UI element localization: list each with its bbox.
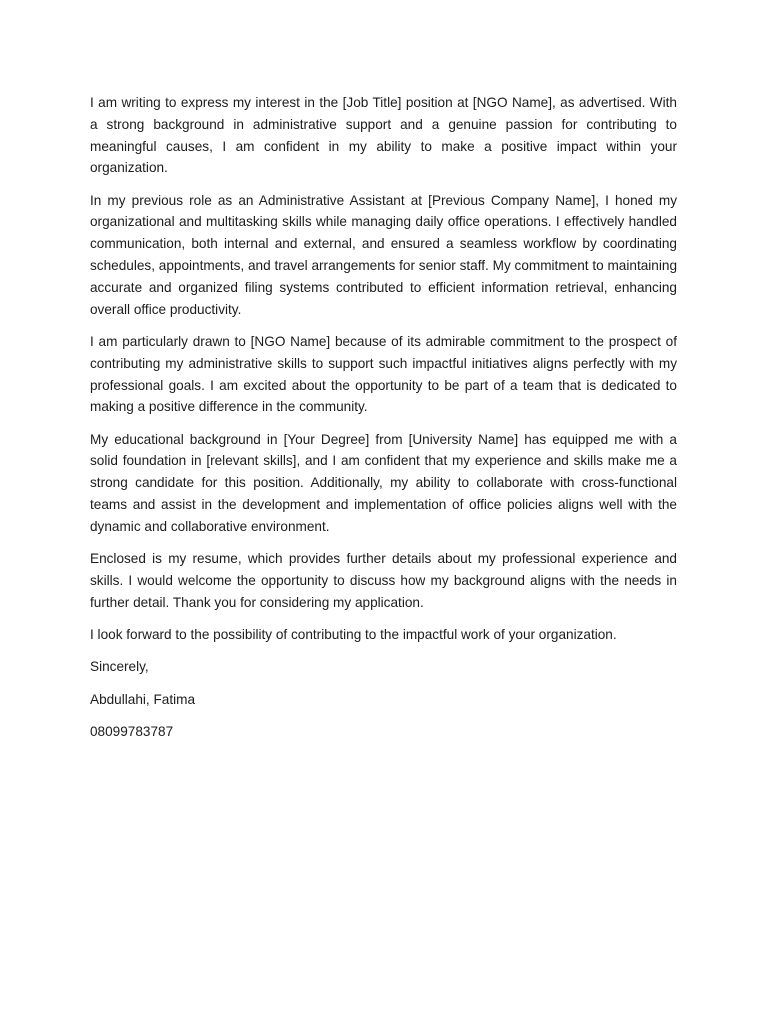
paragraph-introduction: I am writing to express my interest in the [Job Title] position at [NGO Name], as advertised. With a strong background in administrative support and a genuine passion for contributing to meaningful causes, I am confident in my ability to make a positive impact within your organization.	[90, 95, 677, 176]
signature-name: Abdullahi, Fatima	[90, 691, 196, 707]
paragraph-enclosure: Enclosed is my resume, which provides further details about my professional experience and skills. I would welcome the opportunity to discuss how my background aligns with the needs in further detail. Thank you for considering my application.	[90, 551, 677, 610]
phone-number: 08099783787	[90, 723, 174, 739]
paragraph-closing-remark: I look forward to the possibility of contributing to the impactful work of your organization.	[90, 627, 617, 643]
cover-letter-body	[90, 92, 677, 753]
closing-salutation: Sincerely,	[90, 659, 149, 675]
paragraph-education: My educational background in [Your Degree] from [University Name] has equipped me with a solid foundation in [relevant skills], and I am confident that my experience and skills make me a strong candidate for this position. Additionally, my ability to collaborate with cross-functional teams and assist in the development and implementation of office policies aligns well with the dynamic and collaborative environment.	[90, 431, 677, 534]
paragraph-previous-role: In my previous role as an Administrative Assistant at [Previous Company Name], I honed my organizational and multitasking skills while managing daily office operations. I effectively handled communication, both internal and external, and ensured a seamless workflow by coordinating schedules, appointments, and travel arrangements for senior staff. My commitment to maintaining accurate and organized filing systems contributed to efficient information retrieval, enhancing overall office productivity.	[90, 192, 677, 317]
paragraph-motivation: I am particularly drawn to [NGO Name] because of its admirable commitment to the prospect of contributing my administrative skills to support such impactful initiatives aligns perfectly with my professional goals. I am excited about the opportunity to be part of a team that is dedicated to making a positive difference in the community.	[90, 333, 677, 415]
